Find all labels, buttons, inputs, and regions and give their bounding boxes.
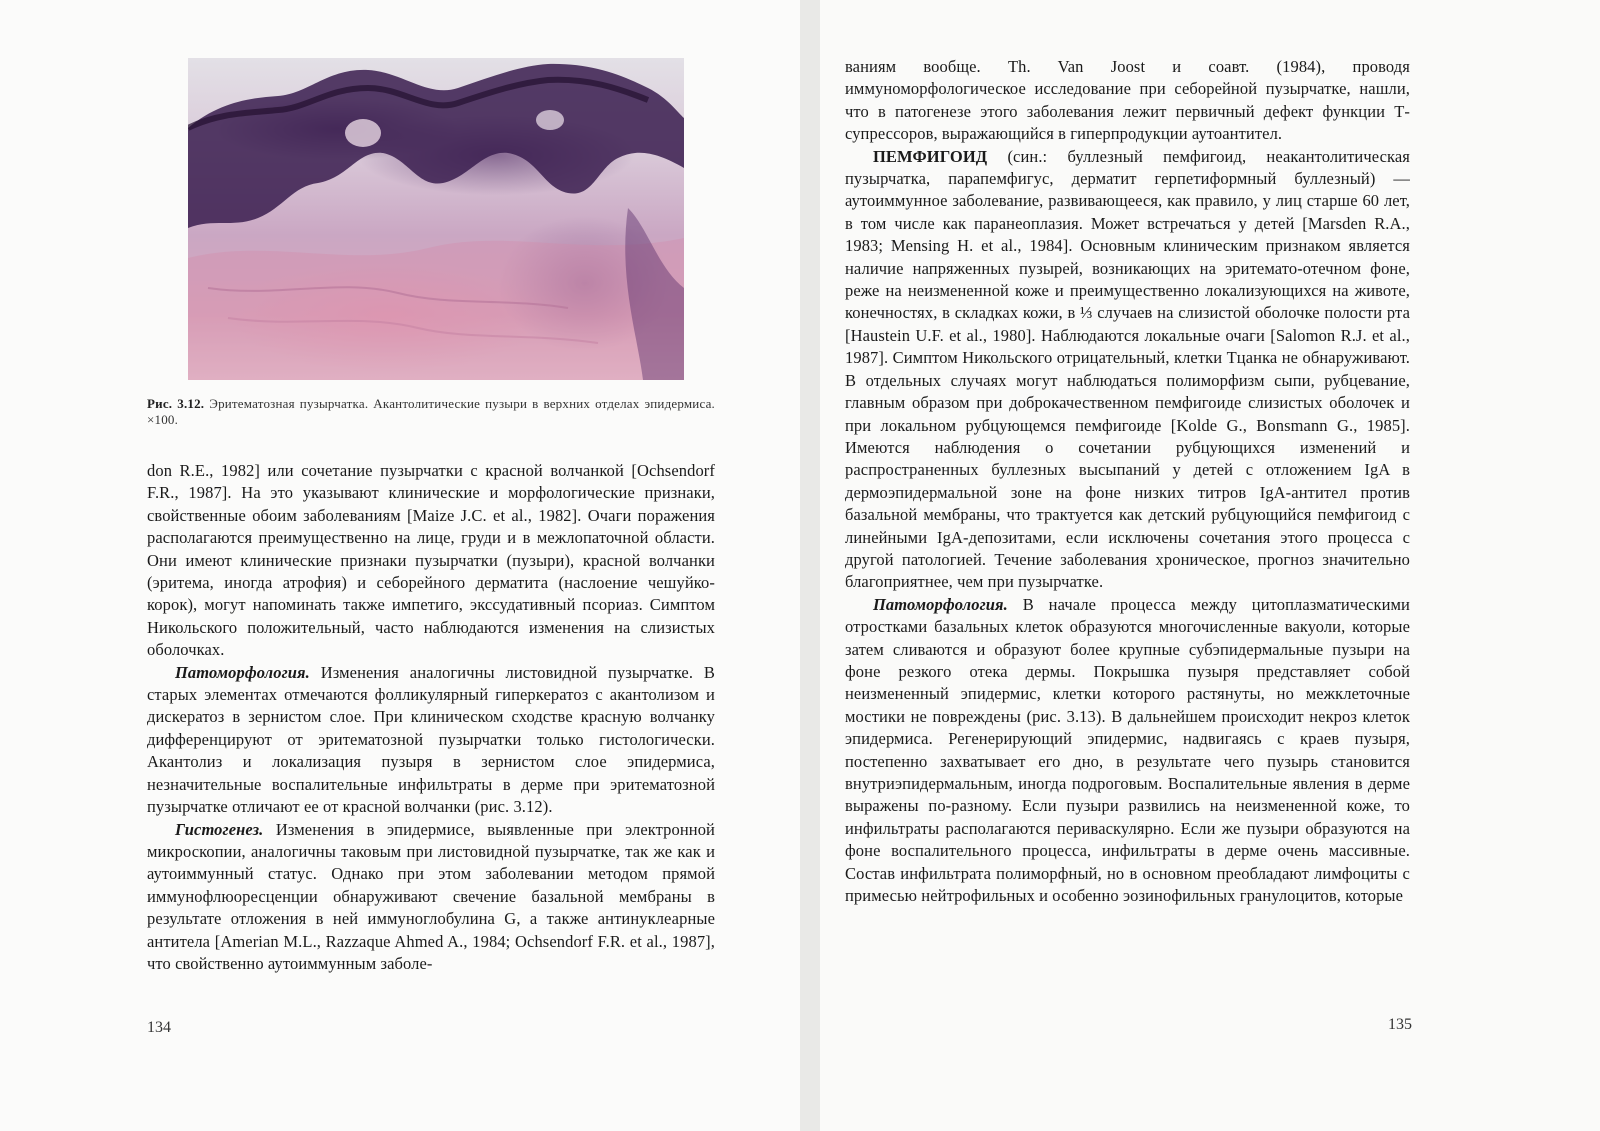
page-number-left: 134 bbox=[147, 1019, 171, 1036]
book-gutter bbox=[800, 0, 820, 1131]
paragraph bbox=[147, 662, 715, 819]
paragraph-lead: Патоморфология. bbox=[873, 594, 1008, 614]
paragraph-lead: Гистогенез. bbox=[175, 819, 264, 839]
paragraph-text: (син.: буллезный пемфигоид, неакантолитическая пузырчатка, парапемфигус, дерматит герпетиформный буллезный) — аутоиммунное заболевание, развивающееся, как правило, у лиц старше 60 лет, в том числе как паранеоплазия. Может встречаться у детей [Marsden R.A., 1983; Mensing H. et al., 1984]. Основным клиническим признаком является наличие напряженных пузырей, возникающих на эритемато-отечном фоне, реже на неизмененной коже и преимущественно локализующихся на животе, конечностях, в складках кожи, в ⅓ случаев на слизистой оболочке полости рта [Haustein U.F. et al., 1980]. Наблюдаются локальные очаги [Salomon R.J. et al., 1987]. Симптом Никольского отрицательный, клетки Тцанка не обнаруживают. В отдельных случаях могут наблюдаться полиморфизм сыпи, рубцевание, главным образом при доброкачественном пемфигоиде слизистых оболочек и при локальном рубцующемся пемфигоиде [Kolde G., Bonsmann G., 1985]. Имеются наблюдения о сочетании рубцующихся изменений и распространенных буллезных высыпаний у детей с отложением IgA в дермоэпидермальной зоне на фоне низких титров IgA-антител против базальной мембраны, что трактуется как детский рубцующийся пемфигоид с линейными IgA-депозитами, если исключены сочетания этого процесса с другой патологией. Течение заболевания хроническое, прогноз значительно благоприятнее, чем при пузырчатке. bbox=[845, 146, 1410, 592]
paragraph-lead: Патоморфология. bbox=[175, 662, 310, 682]
figure-caption bbox=[147, 396, 715, 428]
figure-label: Рис. 3.12. bbox=[147, 396, 205, 411]
left-page-body bbox=[147, 460, 715, 975]
paragraph bbox=[845, 594, 1410, 908]
paragraph-text: Изменения аналогичны листовидной пузырчатке. В старых элементах отмечаются фолликулярный гиперкератоз с акантолизом и дискератоз в зернистом слое. При клиническом сходстве красную волчанку дифференцируют от эритематозной пузырчатки только гистологически. Акантолиз и локализация пузыря в зернистом слое эпидермиса, незначительные воспалительные инфильтраты в дерме при эритематозной пузырчатке отличают ее от красной волчанки (рис. 3.12). bbox=[147, 662, 715, 817]
paragraph-text: Изменения в эпидермисе, выявленные при электронной микроскопии, аналогичны таковым при листовидной пузырчатке, так же как и аутоиммунный статус. Однако при этом заболевании методом прямой иммунофлюоресценции обнаруживают свечение базальной мембраны в результате отложения в ней иммуноглобулина G, а также антинуклеарные антитела [Amerian M.L., Razzaque Ahmed A., 1984; Ochsendorf F.R. et al., 1987], что свойственно аутоиммунным заболе- bbox=[147, 819, 715, 973]
paragraph-text: don R.E., 1982] или сочетание пузырчатки с красной волчанкой [Ochsendorf F.R., 1987]. На это указывают клинические и морфологические признаки, свойственные обоим заболеваниям [Maize J.C. et al., 1982]. Очаги поражения располагаются преимущественно на лице, груди и в межлопаточной области. Они имеют клинические признаки пузырчатки (пузыри), красной волчанки (эритема, иногда атрофия) и себорейного дерматита (наслоение чешуйко-корок), могут напоминать также импетиго, экссудативный псориаз. Симптом Никольского положительный, часто наблюдаются изменения на слизистых оболочках. bbox=[147, 461, 715, 660]
figure-caption-text: Эритематозная пузырчатка. Акантолитические пузыри в верхних отделах эпидермиса. ×100. bbox=[147, 396, 716, 427]
histology-micrograph bbox=[188, 58, 684, 380]
page-number-right: 135 bbox=[1388, 1016, 1412, 1033]
paragraph-text: ваниям вообще. Th. Van Joost и соавт. (1984), проводя иммуноморфологическое исследование при себорейной пузырчатке, нашли, что в патогенезе этого заболевания лежит первичный дефект функции Т-супрессоров, выражающийся в гиперпродукции аутоантител. bbox=[845, 57, 1410, 144]
paragraph bbox=[147, 460, 715, 662]
section-heading: ПЕМФИГОИД bbox=[873, 146, 988, 166]
paragraph bbox=[147, 819, 715, 976]
paragraph bbox=[845, 146, 1410, 594]
micrograph-image bbox=[188, 58, 684, 380]
right-page-body bbox=[845, 56, 1410, 907]
paragraph-text: В начале процесса между цитоплазматическими отростками базальных клеток образуются многочисленные вакуоли, которые затем сливаются и образуют более крупные субэпидермальные пузыри на фоне резкого отека дермы. Покрышка пузыря представляет собой неизмененный эпидермис, клетки которого растянуты, но межклеточные мостики не повреждены (рис. 3.13). В дальнейшем происходит некроз клеток эпидермиса. Регенерирующий эпидермис, надвигаясь с краев пузыря, постепенно захватывает его дно, в результате чего пузырь становится внутриэпидермальным, иногда подроговым. Воспалительные явления в дерме выражены по-разному. Если пузыри развились на неизмененной коже, то инфильтраты располагаются периваскулярно. Если же пузыри образуются на фоне воспалительного процесса, инфильтраты в дерме очень массивные. Состав инфильтрата полиморфный, но в основном преобладают лимфоциты с примесью нейтрофильных и особенно эозинофильных гранулоцитов, которые bbox=[845, 594, 1410, 906]
paragraph bbox=[845, 56, 1410, 146]
